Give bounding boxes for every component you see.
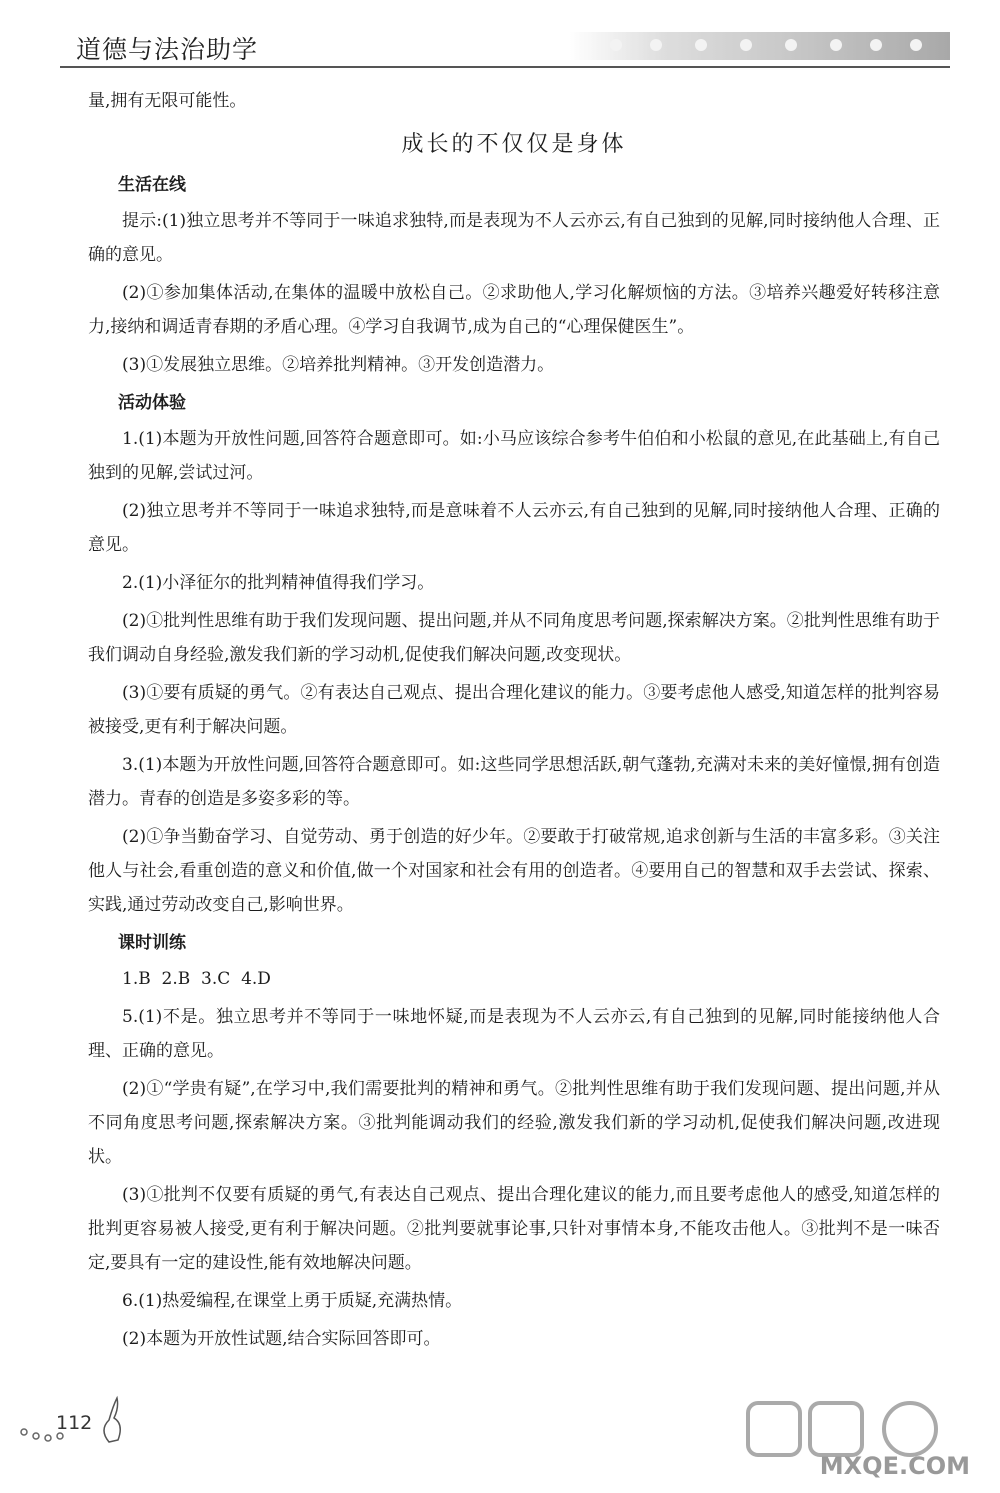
paragraph: 6.(1)热爱编程,在课堂上勇于质疑,充满热情。 xyxy=(122,1291,463,1311)
watermark-site: MXQE.COM xyxy=(819,1452,970,1480)
book-title: 道德与法治助学 xyxy=(76,35,259,64)
section-heading: 课时训练 xyxy=(118,933,186,953)
paragraph: (2)本题为开放性试题,结合实际回答即可。 xyxy=(122,1329,441,1349)
paragraph: 5.(1)不是。独立思考并不等同于一味地怀疑,而是表现为不人云亦云,有自己独到的见解,同时能接纳他人合理、正确的意见。 xyxy=(88,1007,940,1061)
header-decoration xyxy=(570,32,950,60)
paragraph: (2)①“学贵有疑”,在学习中,我们需要批判的精神和勇气。②批判性思维有助于我们发现问题、提出问题,并从不同角度思考问题,探索解决方案。③批判能调动我们的经验,激发我们新的学习动机,促使我们解决问题,改进现状。 xyxy=(88,1079,940,1167)
section-heading: 活动体验 xyxy=(118,393,186,413)
paragraph: (2)①批判性思维有助于我们发现问题、提出问题,并从不同角度思考问题,探索解决方案。②批判性思维有助于我们调动自身经验,激发我们新的学习动机,促使我们解决问题,改变现状。 xyxy=(88,611,940,665)
paragraph: 2.(1)小泽征尔的批判精神值得我们学习。 xyxy=(122,573,435,593)
section-heading: 生活在线 xyxy=(118,175,186,195)
paragraph: (3)①批判不仅要有质疑的勇气,有表达自己观点、提出合理化建议的能力,而且要考虑他人的感受,知道怎样的批判更容易被人接受,更有利于解决问题。②批判要就事论事,只针对事情本身,不能攻击他人。③批判不是一味否定,要具有一定的建设性,能有效地解决问题。 xyxy=(88,1185,940,1273)
paragraph: (2)①参加集体活动,在集体的温暖中放松自己。②求助他人,学习化解烦恼的方法。③培养兴趣爱好转移注意力,接纳和调适青春期的矛盾心理。④学习自我调节,成为自己的“心理保健医生”。 xyxy=(88,283,940,337)
page-header xyxy=(60,26,950,68)
page-number: 112 xyxy=(56,1412,93,1434)
paragraph: (3)①发展独立思维。②培养批判精神。③开发创造潜力。 xyxy=(122,355,555,375)
paragraph: (3)①要有质疑的勇气。②有表达自己观点、提出合理化建议的能力。③要考虑他人感受,知道怎样的批判容易被接受,更有利于解决问题。 xyxy=(88,683,940,737)
paragraph: 提示:(1)独立思考并不等同于一味追求独特,而是表现为不人云亦云,有自己独到的见解,同时接纳他人合理、正确的意见。 xyxy=(88,211,940,265)
paragraph: 3.(1)本题为开放性问题,回答符合题意即可。如:这些同学思想活跃,朝气蓬勃,充满对未来的美好憧憬,拥有创造潜力。青春的创造是多姿多彩的等。 xyxy=(88,755,940,809)
paragraph: 1.B 2.B 3.C 4.D xyxy=(122,969,271,989)
page-content xyxy=(88,84,940,1360)
lead-fragment: 量,拥有无限可能性。 xyxy=(88,91,247,111)
paragraph: 1.(1)本题为开放性问题,回答符合题意即可。如:小马应该综合参考牛伯伯和小松鼠的意见,在此基础上,有自己独到的见解,尝试过河。 xyxy=(88,429,940,483)
paragraph: (2)①争当勤奋学习、自觉劳动、勇于创造的好少年。②要敢于打破常规,追求创新与生活的丰富多彩。③关注他人与社会,看重创造的意义和价值,做一个对国家和社会有用的创造者。④要用自己的智慧和双手去尝试、探索、实践,通过劳动改变自己,影响世界。 xyxy=(88,827,940,915)
paragraph: (2)独立思考并不等同于一味追求独特,而是意味着不人云亦云,有自己独到的见解,同时接纳他人合理、正确的意见。 xyxy=(88,501,940,555)
lesson-title: 成长的不仅仅是身体 xyxy=(401,132,627,157)
